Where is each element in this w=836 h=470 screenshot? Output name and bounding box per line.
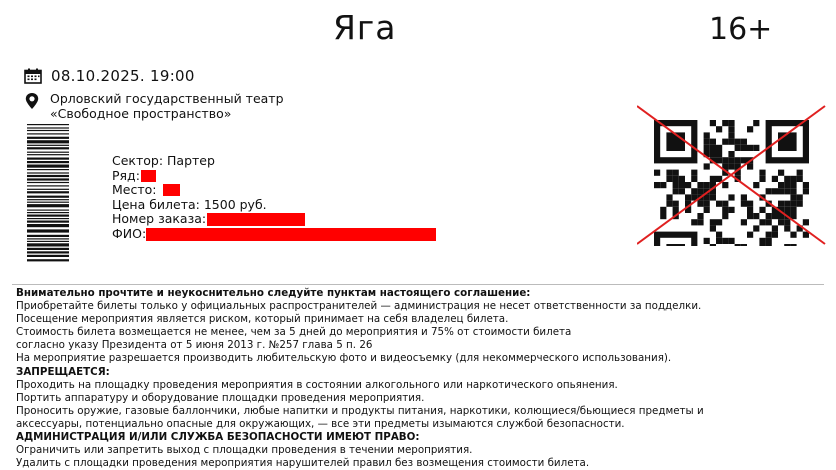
ticket-title: Яга xyxy=(333,8,397,47)
admin-heading: АДМИНИСТРАЦИЯ И/ИЛИ СЛУЖБА БЕЗОПАСНОСТИ ИМЕЮТ ПРАВО: xyxy=(16,431,420,444)
admin-line: Удалить с площадки проведения мероприятия нарушителей правил без возмещения стоимости билета. xyxy=(16,457,590,470)
rules-heading: Внимательно прочтите и неукоснительно следуйте пунктам настоящего соглашение: xyxy=(16,287,531,299)
venue-name: Орловский государственный театр xyxy=(50,91,284,106)
rules-line: согласно указу Президента от 5 июня 2013 г. №257 глава 5 п. 26 xyxy=(16,339,373,352)
name-field xyxy=(112,227,436,242)
age-rating: 16+ xyxy=(709,12,773,47)
row-redaction xyxy=(141,170,156,182)
rules-line: На мероприятие разрешается производить любительскую фото и видеосъемку (для некоммерческого использования). xyxy=(16,352,672,365)
divider xyxy=(12,284,824,285)
admin-line: Ограничить или запретить выход с площадки проведения в течении мероприятия. xyxy=(16,444,473,457)
rules-section xyxy=(16,287,826,470)
row-field xyxy=(112,169,436,184)
forbidden-line: Портить аппаратуру и оборудование площадки проведения мероприятия. xyxy=(16,391,425,404)
seat-field xyxy=(112,183,436,198)
date-row xyxy=(24,67,195,85)
ticket-fields xyxy=(112,154,436,242)
seat-label: Место: xyxy=(112,182,157,198)
row-label: Ряд: xyxy=(112,167,140,183)
rules-line: Посещение мероприятия является риском, который принимает на себя владелец билета. xyxy=(16,313,509,326)
order-label: Номер заказа: xyxy=(112,211,207,227)
rules-line: Приобретайте билеты только у официальных распространителей — администрация не несет ответственности за подделки. xyxy=(16,300,702,313)
event-datetime: 08.10.2025. 19:00 xyxy=(51,67,195,85)
name-redaction xyxy=(146,228,436,241)
rules-line: Стоимость билета возмещается не менее, чем за 5 дней до мероприятия и 75% от стоимости билета xyxy=(16,326,572,339)
order-field xyxy=(112,212,436,227)
location-pin-icon xyxy=(24,92,40,110)
price-field xyxy=(112,198,436,213)
price-text: Цена билета: 1500 руб. xyxy=(112,196,267,212)
calendar-icon xyxy=(24,68,42,84)
sector-field xyxy=(112,154,436,169)
venue-hall: «Свободное пространство» xyxy=(50,106,232,121)
venue-row xyxy=(24,91,284,121)
forbidden-heading: ЗАПРЕЩАЕТСЯ: xyxy=(16,365,110,378)
forbidden-line: Проносить оружие, газовые баллончики, любые напитки и продукты питания, наркотики, колющиеся/бьющиеся предметы и xyxy=(16,404,704,417)
barcode xyxy=(27,124,69,264)
seat-redaction xyxy=(163,184,180,196)
name-label: ФИО: xyxy=(112,225,147,241)
forbidden-line: Проходить на площадку проведения мероприятия в состоянии алкогольного или наркотического опьянения. xyxy=(16,378,618,391)
sector-text: Сектор: Партер xyxy=(112,153,215,168)
forbidden-line: аксессуары, потенциально опасные для окружающих, — все эти предметы изымаются службой безопасности. xyxy=(16,417,625,430)
order-redaction xyxy=(207,213,305,226)
qr-code xyxy=(637,104,827,246)
